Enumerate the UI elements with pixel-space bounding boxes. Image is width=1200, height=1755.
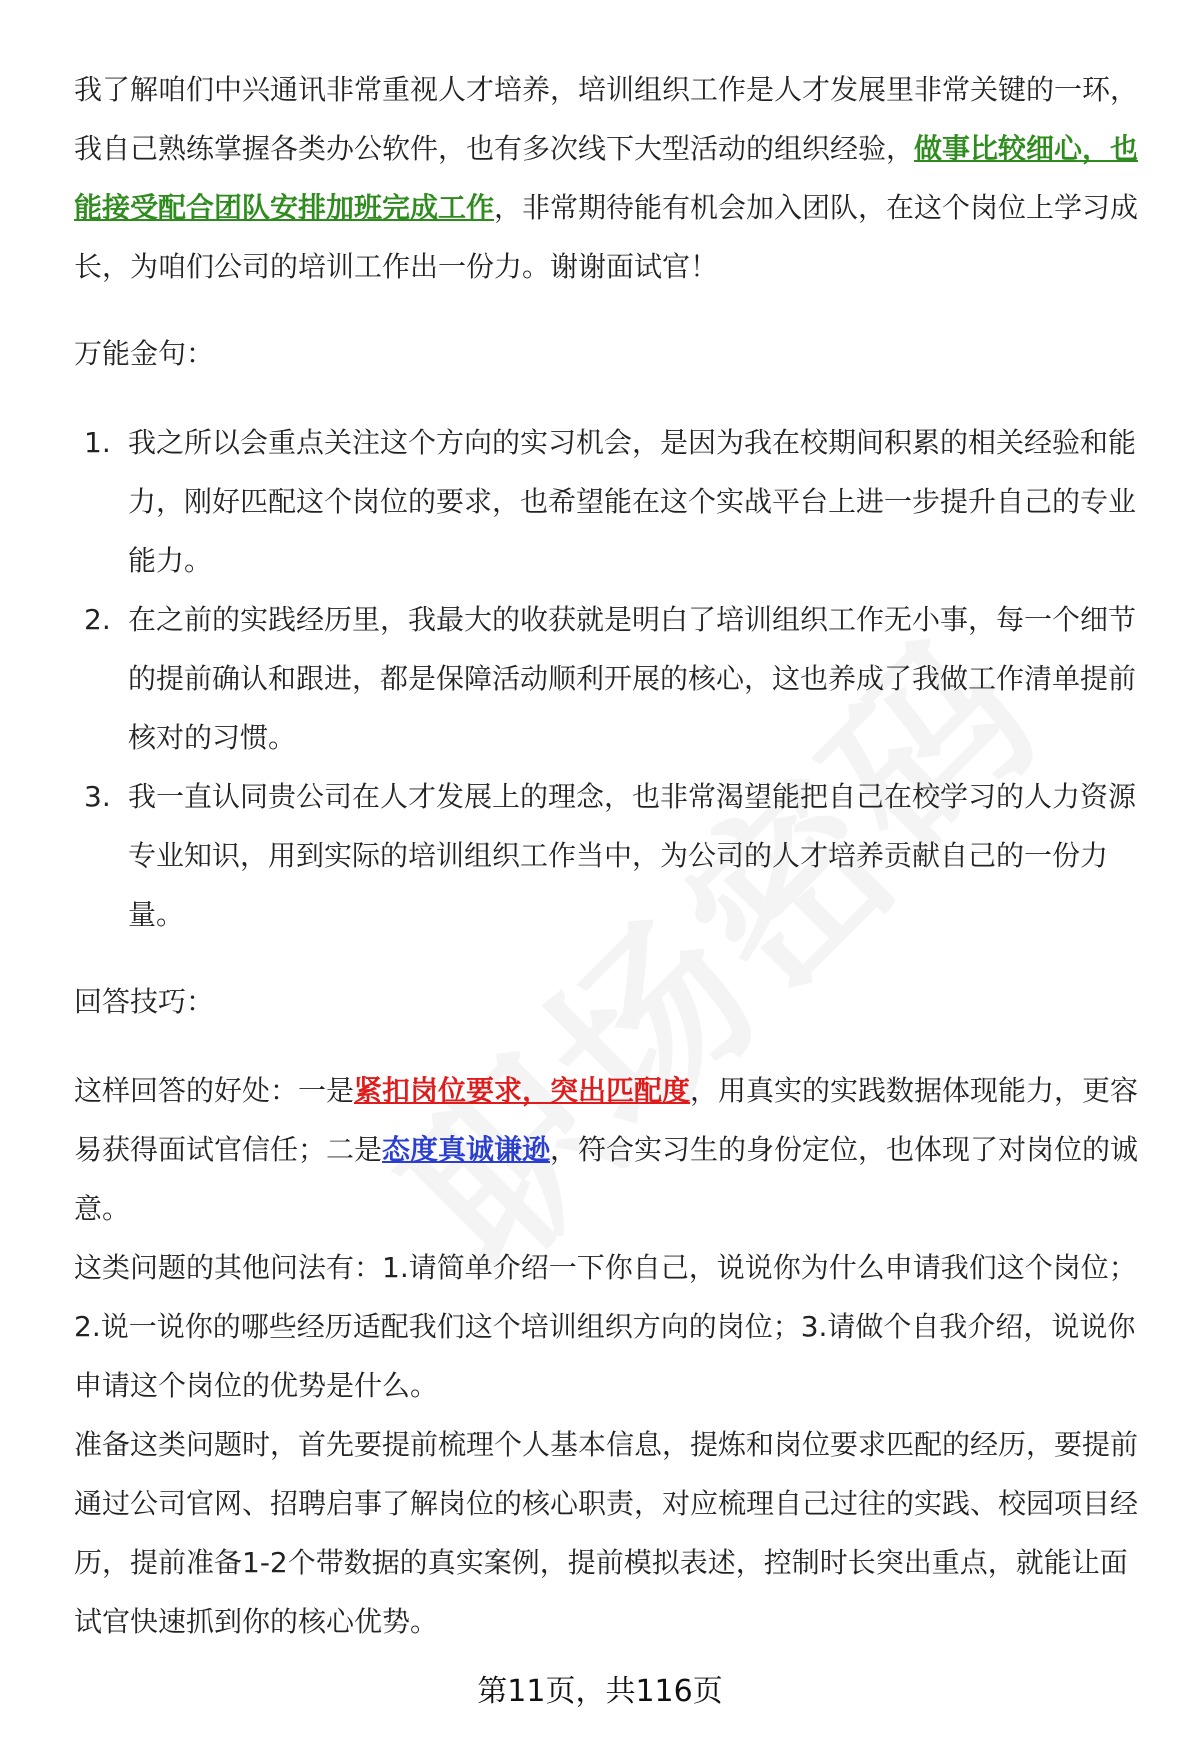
phrase-item	[74, 413, 1146, 590]
phrase-text: 我之所以会重点关注这个方向的实习机会，是因为我在校期间积累的相关经验和能力，刚好匹配这个岗位的要求，也希望能在这个实战平台上进一步提升自己的专业能力。	[128, 426, 1137, 577]
page-footer: 第11页，共116页	[477, 1674, 723, 1709]
tips-preparation: 准备这类问题时，首先要提前梳理个人基本信息，提炼和岗位要求匹配的经历，要提前通过公司官网、招聘启事了解岗位的核心职责，对应梳理自己过往的实践、校园项目经历，提前准备1-2个带数据的真实案例，提前模拟表述，控制时长突出重点，就能让面试官快速抓到你的核心优势。	[74, 1428, 1139, 1638]
phrase-number: 2.	[84, 603, 111, 636]
benefit-prefix: 这样回答的好处：一是	[74, 1074, 355, 1107]
intro-paragraph	[74, 60, 1146, 296]
tips-label: 回答技巧：	[74, 985, 215, 1018]
phrase-item	[74, 590, 1146, 767]
phrase-text: 我一直认同贵公司在人才发展上的理念，也非常渴望能把自己在校学习的人力资源专业知识，用到实际的培训组织工作当中，为公司的人才培养贡献自己的一份力量。	[128, 780, 1137, 931]
intro-text-before: 我了解咱们中兴通讯非常重视人才培养，培训组织工作是人才发展里非常关键的一环，我自己熟练掌握各类办公软件，也有多次线下大型活动的组织经验，	[74, 73, 1139, 165]
phrase-item	[74, 767, 1146, 944]
intro-highlight: 做事比较细心，也能接受配合团队安排加班完成工作	[74, 132, 1139, 224]
benefit-suffix: ，符合实习生的身份定位，也体现了对岗位的诚意。	[74, 1133, 1139, 1225]
phrase-number: 1.	[84, 426, 111, 459]
phrases-label: 万能金句：	[74, 337, 215, 370]
benefit-middle: ，用真实的实践数据体现能力，更容易获得面试官信任；二是	[74, 1074, 1139, 1166]
phrases-list	[74, 413, 1146, 944]
phrase-text: 在之前的实践经历里，我最大的收获就是明白了培训组织工作无小事，每一个细节的提前确认和跟进，都是保障活动顺利开展的核心，这也养成了我做工作清单提前核对的习惯。	[128, 603, 1137, 754]
benefit-blue-highlight: 态度真诚谦逊	[382, 1133, 551, 1166]
intro-text-after: ，非常期待能有机会加入团队，在这个岗位上学习成长，为咱们公司的培训工作出一份力。谢谢面试官！	[74, 191, 1139, 283]
document-page	[74, 60, 1146, 1651]
benefit-red-highlight: 紧扣岗位要求，突出匹配度	[354, 1074, 691, 1107]
phrase-number: 3.	[84, 780, 111, 813]
tips-other-questions: 这类问题的其他问法有：1.请简单介绍一下你自己，说说你为什么申请我们这个岗位；2.说一说你的哪些经历适配我们这个培训组织方向的岗位；3.请做个自我介绍，说说你申请这个岗位的优势是什么。	[74, 1251, 1137, 1402]
tips-benefit-paragraph	[74, 1061, 1146, 1238]
